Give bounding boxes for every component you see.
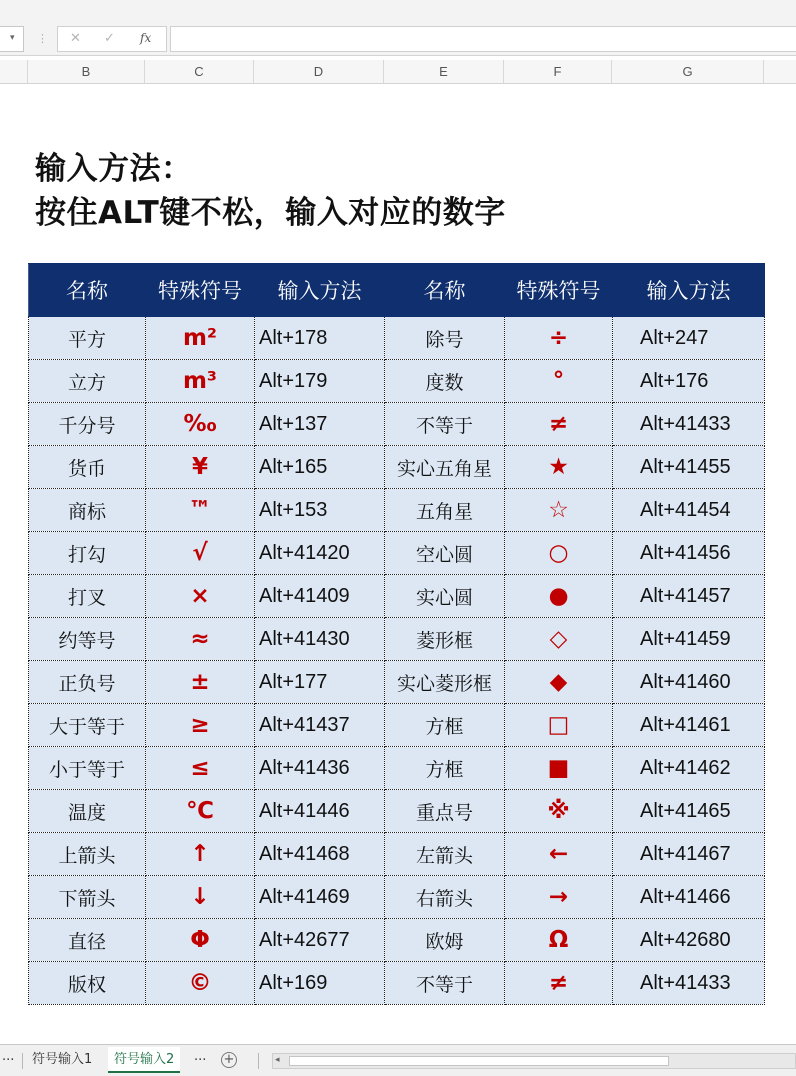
name-cell[interactable]: 直径 bbox=[29, 919, 146, 962]
alt-code-cell[interactable]: Alt+41467 bbox=[613, 833, 765, 876]
table-row bbox=[29, 747, 765, 790]
symbol-cell[interactable]: ↓ bbox=[146, 876, 255, 919]
name-cell[interactable]: 打叉 bbox=[29, 575, 146, 618]
alt-code-cell[interactable]: Alt+176 bbox=[613, 360, 765, 403]
column-header-c[interactable]: C bbox=[145, 60, 254, 84]
cancel-icon[interactable]: ✕ bbox=[70, 31, 81, 46]
table-row bbox=[29, 919, 765, 962]
name-cell[interactable]: 温度 bbox=[29, 790, 146, 833]
alt-code-cell[interactable]: Alt+41455 bbox=[613, 446, 765, 489]
name-cell[interactable]: 下箭头 bbox=[29, 876, 146, 919]
name-cell[interactable]: 左箭头 bbox=[385, 833, 505, 876]
table-body bbox=[29, 317, 765, 1005]
alt-code-cell[interactable]: Alt+41461 bbox=[613, 704, 765, 747]
formula-buttons bbox=[57, 26, 167, 52]
alt-code-cell[interactable]: Alt+247 bbox=[613, 317, 765, 360]
symbol-cell[interactable]: ≠ bbox=[505, 403, 613, 446]
symbol-cell[interactable]: × bbox=[146, 575, 255, 618]
symbol-cell[interactable]: ≠ bbox=[505, 962, 613, 1005]
alt-code-cell[interactable]: Alt+179 bbox=[255, 360, 385, 403]
symbol-cell[interactable]: ※ bbox=[505, 790, 613, 833]
name-cell[interactable]: 欧姆 bbox=[385, 919, 505, 962]
table-row bbox=[29, 403, 765, 446]
table-row bbox=[29, 532, 765, 575]
formula-bar-grip-icon: ⋮ bbox=[37, 32, 48, 45]
formula-input[interactable] bbox=[170, 26, 796, 52]
name-cell[interactable]: 方框 bbox=[385, 704, 505, 747]
symbol-cell[interactable]: ◆ bbox=[505, 661, 613, 704]
column-header-a[interactable] bbox=[0, 60, 28, 84]
alt-code-cell[interactable]: Alt+41433 bbox=[613, 962, 765, 1005]
name-cell[interactable]: 小于等于 bbox=[29, 747, 146, 790]
symbol-cell[interactable]: m² bbox=[146, 317, 255, 360]
alt-code-cell[interactable]: Alt+169 bbox=[255, 962, 385, 1005]
name-cell[interactable]: 方框 bbox=[385, 747, 505, 790]
column-header-b[interactable]: B bbox=[28, 60, 145, 84]
symbol-cell[interactable]: Φ bbox=[146, 919, 255, 962]
header-method-2[interactable]: 输入方法 bbox=[613, 264, 765, 317]
more-sheets-right-icon[interactable]: ... bbox=[194, 1049, 207, 1064]
name-box-dropdown-icon[interactable]: ▾ bbox=[10, 33, 15, 43]
headline-line-1: 输入方法： bbox=[35, 151, 193, 187]
table-row bbox=[29, 962, 765, 1005]
symbol-cell[interactable]: ≈ bbox=[146, 618, 255, 661]
table-row bbox=[29, 575, 765, 618]
table-row bbox=[29, 446, 765, 489]
alt-code-cell[interactable]: Alt+41468 bbox=[255, 833, 385, 876]
sheet-tab-2[interactable]: 符号输入2 bbox=[108, 1047, 180, 1073]
symbol-cell[interactable]: ℃ bbox=[146, 790, 255, 833]
symbol-cell[interactable]: ◇ bbox=[505, 618, 613, 661]
alt-code-cell[interactable]: Alt+41469 bbox=[255, 876, 385, 919]
alt-code-cell[interactable]: Alt+178 bbox=[255, 317, 385, 360]
table-row bbox=[29, 790, 765, 833]
table-row bbox=[29, 833, 765, 876]
header-symbol-2[interactable]: 特殊符号 bbox=[505, 264, 613, 317]
table-row bbox=[29, 661, 765, 704]
alt-code-cell[interactable]: Alt+41437 bbox=[255, 704, 385, 747]
alt-code-cell[interactable]: Alt+41457 bbox=[613, 575, 765, 618]
headline-line-2: 按住ALT键不松，输入对应的数字 bbox=[35, 195, 506, 231]
column-header-f[interactable]: F bbox=[504, 60, 612, 84]
sheet-tab-1[interactable]: 符号输入1 bbox=[32, 1052, 93, 1067]
alt-code-cell[interactable]: Alt+165 bbox=[255, 446, 385, 489]
name-cell[interactable]: 实心五角星 bbox=[385, 446, 505, 489]
name-cell[interactable]: 不等于 bbox=[385, 403, 505, 446]
column-header-d[interactable]: D bbox=[254, 60, 384, 84]
insert-function-icon[interactable]: fx bbox=[140, 31, 152, 45]
alt-code-cell[interactable]: Alt+41409 bbox=[255, 575, 385, 618]
name-cell[interactable]: 度数 bbox=[385, 360, 505, 403]
name-cell[interactable]: 实心圆 bbox=[385, 575, 505, 618]
symbol-cell[interactable]: ■ bbox=[505, 747, 613, 790]
name-cell[interactable]: 千分号 bbox=[29, 403, 146, 446]
column-header-g[interactable]: G bbox=[612, 60, 764, 84]
column-header-h[interactable] bbox=[764, 60, 796, 84]
symbol-cell[interactable]: ← bbox=[505, 833, 613, 876]
formula-bar bbox=[0, 0, 796, 56]
add-sheet-icon[interactable]: + bbox=[221, 1052, 237, 1068]
alt-code-table bbox=[28, 263, 765, 1005]
symbol-cell[interactable]: ● bbox=[505, 575, 613, 618]
name-cell[interactable]: 重点号 bbox=[385, 790, 505, 833]
symbol-cell[interactable]: ≥ bbox=[146, 704, 255, 747]
table-row bbox=[29, 489, 765, 532]
scroll-left-arrow-icon[interactable]: ◂ bbox=[275, 1055, 280, 1065]
name-cell[interactable]: 货币 bbox=[29, 446, 146, 489]
name-cell[interactable]: 商标 bbox=[29, 489, 146, 532]
symbol-cell[interactable]: ↑ bbox=[146, 833, 255, 876]
symbol-cell[interactable]: ± bbox=[146, 661, 255, 704]
symbol-cell[interactable]: ™ bbox=[146, 489, 255, 532]
symbol-cell[interactable]: Ω bbox=[505, 919, 613, 962]
symbol-cell[interactable]: ‰ bbox=[146, 403, 255, 446]
symbol-cell[interactable]: ÷ bbox=[505, 317, 613, 360]
table-row bbox=[29, 704, 765, 747]
horizontal-scrollbar[interactable] bbox=[272, 1053, 796, 1069]
alt-code-cell[interactable]: Alt+41465 bbox=[613, 790, 765, 833]
name-cell[interactable]: 平方 bbox=[29, 317, 146, 360]
alt-code-cell[interactable]: Alt+41466 bbox=[613, 876, 765, 919]
name-cell[interactable]: 正负号 bbox=[29, 661, 146, 704]
enter-icon[interactable]: ✓ bbox=[104, 31, 115, 46]
name-cell[interactable]: 五角星 bbox=[385, 489, 505, 532]
symbol-cell[interactable]: ○ bbox=[505, 532, 613, 575]
name-cell[interactable]: 大于等于 bbox=[29, 704, 146, 747]
alt-code-cell[interactable]: Alt+153 bbox=[255, 489, 385, 532]
tab-divider bbox=[258, 1053, 259, 1069]
more-sheets-left-icon[interactable]: ... bbox=[2, 1049, 15, 1064]
alt-code-cell[interactable]: Alt+137 bbox=[255, 403, 385, 446]
name-cell[interactable]: 菱形框 bbox=[385, 618, 505, 661]
symbol-cell[interactable]: ° bbox=[505, 360, 613, 403]
symbol-cell[interactable]: √ bbox=[146, 532, 255, 575]
scrollbar-thumb[interactable] bbox=[289, 1056, 669, 1066]
alt-code-cell[interactable]: Alt+41462 bbox=[613, 747, 765, 790]
symbol-cell[interactable]: m³ bbox=[146, 360, 255, 403]
alt-code-cell[interactable]: Alt+41460 bbox=[613, 661, 765, 704]
header-symbol-1[interactable]: 特殊符号 bbox=[146, 264, 255, 317]
alt-code-cell[interactable]: Alt+41436 bbox=[255, 747, 385, 790]
name-cell[interactable]: 不等于 bbox=[385, 962, 505, 1005]
name-cell[interactable]: 版权 bbox=[29, 962, 146, 1005]
header-name-2[interactable]: 名称 bbox=[385, 264, 505, 317]
alt-code-cell[interactable]: Alt+41446 bbox=[255, 790, 385, 833]
name-cell[interactable]: 立方 bbox=[29, 360, 146, 403]
name-cell[interactable]: 除号 bbox=[385, 317, 505, 360]
alt-code-cell[interactable]: Alt+41420 bbox=[255, 532, 385, 575]
symbol-cell[interactable]: © bbox=[146, 962, 255, 1005]
name-cell[interactable]: 上箭头 bbox=[29, 833, 146, 876]
symbol-cell[interactable]: ≤ bbox=[146, 747, 255, 790]
tab-divider bbox=[22, 1053, 23, 1069]
symbol-cell[interactable]: ¥ bbox=[146, 446, 255, 489]
name-cell[interactable]: 约等号 bbox=[29, 618, 146, 661]
alt-code-cell[interactable]: Alt+41430 bbox=[255, 618, 385, 661]
header-method-1[interactable]: 输入方法 bbox=[255, 264, 385, 317]
alt-code-cell[interactable]: Alt+42680 bbox=[613, 919, 765, 962]
alt-code-cell[interactable]: Alt+41459 bbox=[613, 618, 765, 661]
symbol-cell[interactable]: → bbox=[505, 876, 613, 919]
table-row bbox=[29, 618, 765, 661]
alt-code-cell[interactable]: Alt+177 bbox=[255, 661, 385, 704]
table-header-row bbox=[29, 264, 765, 317]
table-row bbox=[29, 317, 765, 360]
symbol-cell[interactable]: ★ bbox=[505, 446, 613, 489]
header-name-1[interactable]: 名称 bbox=[29, 264, 146, 317]
sheet-tab-bar bbox=[0, 1044, 796, 1076]
table-row bbox=[29, 360, 765, 403]
column-header-e[interactable]: E bbox=[384, 60, 504, 84]
table-row bbox=[29, 876, 765, 919]
name-cell[interactable]: 打勾 bbox=[29, 532, 146, 575]
name-cell[interactable]: 空心圆 bbox=[385, 532, 505, 575]
column-header-row bbox=[0, 60, 796, 84]
alt-code-cell[interactable]: Alt+42677 bbox=[255, 919, 385, 962]
name-cell[interactable]: 实心菱形框 bbox=[385, 661, 505, 704]
symbol-cell[interactable]: ☆ bbox=[505, 489, 613, 532]
alt-code-cell[interactable]: Alt+41454 bbox=[613, 489, 765, 532]
name-cell[interactable]: 右箭头 bbox=[385, 876, 505, 919]
alt-code-cell[interactable]: Alt+41433 bbox=[613, 403, 765, 446]
alt-code-cell[interactable]: Alt+41456 bbox=[613, 532, 765, 575]
symbol-cell[interactable]: □ bbox=[505, 704, 613, 747]
